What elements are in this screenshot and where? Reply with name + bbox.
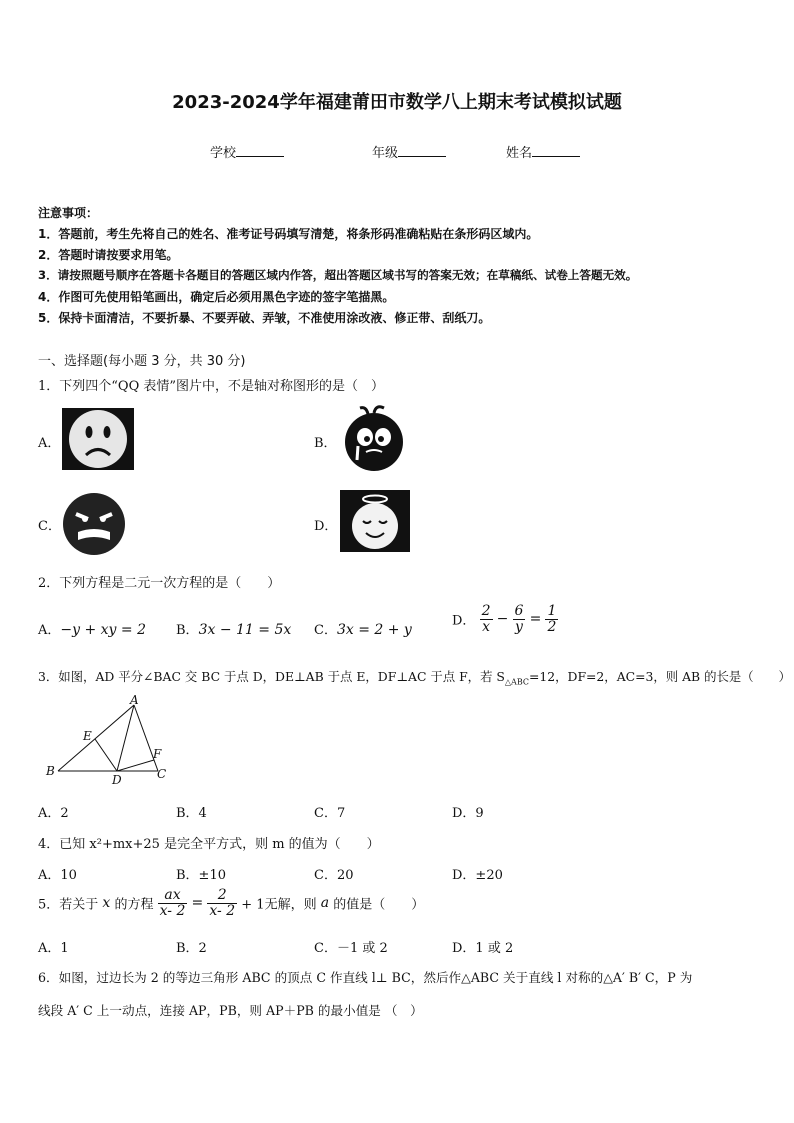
fraction: [513, 604, 526, 634]
q3-option-d: D．9: [452, 806, 484, 821]
q1-option-label-c: C．: [38, 519, 61, 534]
q5-option-b: B．2: [176, 941, 207, 956]
q3-stem-text-end: =12，DF=2，AC=3，则 AB 的长是（ ）: [528, 669, 791, 684]
grade-field: [372, 142, 446, 161]
q5-text: 的方程: [114, 897, 154, 913]
point-label-f: F: [153, 747, 162, 761]
q5-var-a: a: [320, 895, 330, 912]
fraction: [545, 604, 558, 634]
fraction: [158, 888, 188, 918]
page-title: 2023-2024学年福建莆田市数学八上期末考试模拟试题: [172, 92, 622, 113]
angel-face-icon: [340, 490, 410, 552]
q3-option-c: C．7: [314, 806, 346, 821]
q5-option-d: D．1 或 2: [452, 941, 514, 956]
note-item: 5．保持卡面清洁，不要折暴、不要弄破、弄皱，不准使用涂改液、修正带、刮纸刀。: [38, 311, 491, 325]
point-label-a: A: [130, 694, 139, 707]
q4-stem: 4．已知 x²+mx+25 是完全平方式，则 m 的值为（ ）: [38, 837, 380, 852]
sad-face-icon: [62, 408, 134, 470]
point-label-d: D: [112, 773, 122, 787]
name-label: 姓名: [506, 146, 533, 161]
q5-var-x: x: [102, 895, 111, 912]
grade-blank: [398, 144, 446, 157]
point-label-c: C: [157, 767, 167, 781]
q5-text: + 1无解，则: [241, 897, 317, 913]
q4-option-a: A．10: [38, 868, 77, 883]
q2-label-d: D．: [452, 613, 476, 629]
numerator: 6: [514, 603, 524, 619]
equals-sign: =: [529, 611, 542, 628]
numerator: 2: [207, 888, 237, 904]
q5-text-end: 的值是（ ）: [333, 897, 425, 913]
q3-stem-text: 3．如图，AD 平分∠BAC 交 BC 于点 D，DE⊥AB 于点 E，DF⊥AC 于点 F，若 S: [38, 669, 505, 684]
grimace-face-icon: [60, 492, 128, 556]
q1-option-label-d: D．: [314, 519, 338, 534]
school-label: 学校: [210, 146, 237, 161]
section-heading: 一、选择题(每小题 3 分，共 30 分): [38, 354, 246, 369]
q6-stem-line1: 6．如图，过边长为 2 的等边三角形 ABC 的顶点 C 作直线 l⊥ BC，然后作△ABC 关于直线 l 对称的△A′ B′ C，P 为: [38, 970, 693, 985]
denominator: y: [515, 618, 523, 635]
point-label-b: B: [46, 764, 55, 778]
note-item: 2．答题时请按要求用笔。: [38, 248, 179, 262]
point-label-e: E: [83, 729, 92, 743]
q3-stem: [38, 667, 791, 686]
q2-label-b: B．: [176, 623, 199, 638]
school-field: [210, 142, 284, 161]
q4-option-d: D．±20: [452, 868, 503, 883]
q6-stem-line2: 线段 A′ C 上一动点，连接 AP，PB，则 AP＋PB 的最小值是 （ ）: [38, 1003, 423, 1018]
name-field: [506, 142, 580, 161]
q5-option-c: C．－1 或 2: [314, 941, 388, 956]
q3-stem-subscript: △ABC: [504, 677, 529, 687]
numerator: 1: [547, 603, 557, 619]
q4-option-c: C．20: [314, 868, 354, 883]
minus-sign: −: [496, 611, 509, 628]
denominator: 2: [547, 618, 557, 635]
q2-option-a: [38, 619, 146, 638]
name-blank: [532, 144, 580, 157]
equals-sign: =: [191, 895, 204, 912]
q2-option-d: [452, 604, 558, 634]
note-item: 1．答题前，考生先将自己的姓名、准考证号码填写清楚，将条形码准确粘贴在条形码区域内。: [38, 227, 539, 241]
denominator: x: [482, 618, 490, 635]
triangle-figure: [40, 694, 180, 794]
fraction: [480, 604, 493, 634]
denominator: x- 2: [209, 902, 236, 919]
q1-stem: 1．下列四个“QQ 表情”图片中，不是轴对称图形的是（ ）: [38, 379, 385, 394]
q2-equation-b: 3x − 11 = 5x: [198, 622, 292, 638]
q3-option-b: B．4: [176, 806, 207, 821]
school-blank: [236, 144, 284, 157]
q2-label-c: C．: [314, 623, 337, 638]
q2-stem: 2．下列方程是二元一次方程的是（ ）: [38, 576, 281, 591]
q5-option-a: A．1: [38, 941, 69, 956]
fraction: [207, 888, 237, 918]
q4-option-b: B．±10: [176, 868, 226, 883]
grade-label: 年级: [372, 146, 399, 161]
q5-stem: [38, 888, 424, 918]
crying-bird-face-icon: [340, 404, 408, 472]
note-item: 3．请按照题号顺序在答题卡各题目的答题区域内作答，超出答题区域书写的答案无效；在草稿纸、试卷上答题无效。: [38, 268, 638, 282]
q5-text: 5．若关于: [38, 897, 99, 913]
q3-option-a: A．2: [38, 806, 69, 821]
numerator: 2: [481, 603, 491, 619]
q2-option-b: [176, 619, 291, 638]
q1-option-label-a: A．: [38, 436, 61, 451]
q1-option-label-b: B．: [314, 436, 337, 451]
q2-label-a: A．: [38, 623, 61, 638]
notes-heading: 注意事项：: [38, 206, 99, 220]
note-item: 4．作图可先使用铅笔画出，确定后必须用黑色字迹的签字笔描黑。: [38, 290, 395, 304]
q2-equation-a: −y + xy = 2: [60, 622, 147, 638]
q2-option-c: [314, 619, 412, 638]
q2-equation-c: 3x = 2 + y: [336, 622, 412, 638]
numerator: ax: [158, 888, 188, 904]
denominator: x- 2: [159, 902, 186, 919]
